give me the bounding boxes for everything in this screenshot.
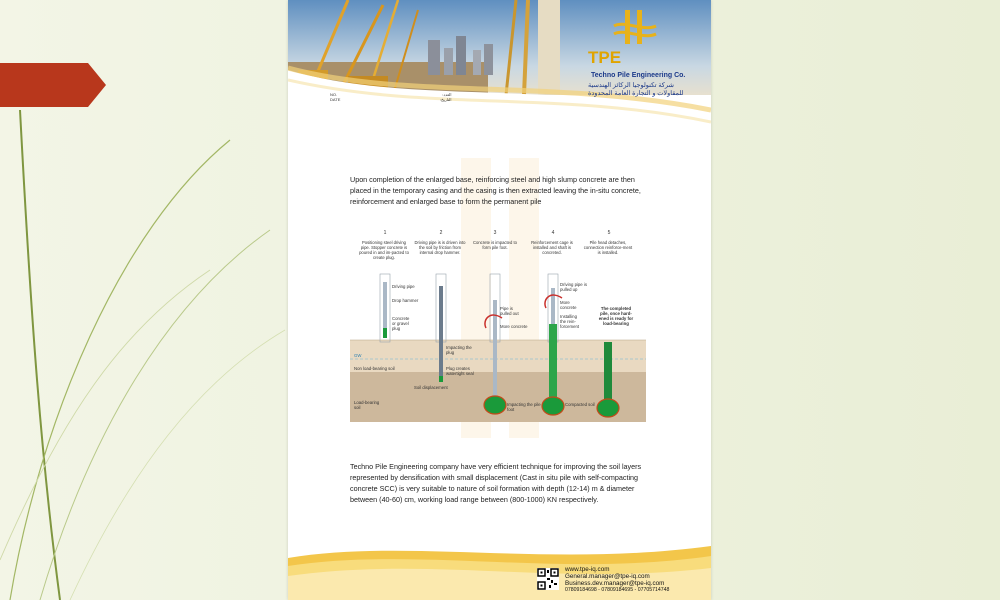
label-concrete-plug: Concrete or gravel plug xyxy=(392,316,410,331)
paragraph-enlarged-base: Upon completion of the enlarged base, reinforcing steel and high slump concrete are then placed in the temporary casing and the casing is then extracted leaving the in-situ concrete, reinforcement and enlarged base to form the permanent pile xyxy=(350,175,641,206)
label-drop-hammer: Drop hammer xyxy=(392,298,419,303)
label-more-concrete-3: More concrete xyxy=(500,324,528,329)
qr-code-icon xyxy=(537,568,559,590)
label-completed-pile: The completed pile, once hard-ened is ready for load-bearing xyxy=(598,306,634,326)
label-installing-reinforcement: Installing the rein-forcement xyxy=(560,314,580,329)
phone-numbers: 07809184698 - 07809184695 - 07705714748 xyxy=(565,587,670,593)
step-5-number: 5 xyxy=(607,230,611,236)
ar-no-date-labels xyxy=(440,92,452,102)
date-label: DATE xyxy=(330,97,341,102)
contact-info xyxy=(565,566,669,594)
step-3-number: 3 xyxy=(493,230,497,236)
label-gw: GW xyxy=(354,353,362,358)
company-name-ar-line1: شركة تكنولوجيا الركائز الهندسية xyxy=(588,82,674,89)
ar-date-label: التاريخ: xyxy=(440,97,452,102)
label-compacted-soil: Compacted soil xyxy=(565,402,595,407)
step-4-number: 4 xyxy=(551,230,555,236)
label-driving-pipe-pulled-up: Driving pipe is pulled up xyxy=(560,282,587,292)
pile-installation-diagram xyxy=(350,228,646,423)
no-date-labels xyxy=(330,92,340,102)
label-soil-displacement: Soil displacement xyxy=(414,385,448,390)
label-more-concrete-4: More concrete xyxy=(560,300,577,310)
company-name-ar-line2: للمقاولات و التجارة العامة المحدودة xyxy=(588,90,684,97)
ar-no-label: العدد: xyxy=(442,92,452,97)
label-impacting-foot: Impacting the pile foot xyxy=(507,402,541,412)
step-1-caption: Positioning steel driving pipe. Stopper concrete is poured in and im-pacted to create plug. xyxy=(359,240,409,260)
step-2-number: 2 xyxy=(439,230,443,236)
logo-text: TPE xyxy=(588,48,622,67)
label-non-load-bearing: Non load-bearing soil xyxy=(354,366,395,371)
no-label: NO. xyxy=(330,92,338,97)
label-load-bearing: Load-bearing soil xyxy=(354,400,380,410)
step-5-caption: Pile head detaches, connection reinforce-ment is installed. xyxy=(583,240,633,255)
label-pipe-pulled-out: Pipe is pulled out xyxy=(500,306,519,316)
label-impacting-plug: Impacting the plug xyxy=(446,345,472,355)
company-name-en: Techno Pile Engineering Co. xyxy=(591,72,686,79)
email-business-dev[interactable]: Business.dev.manager@tpe-iq.com xyxy=(565,580,665,587)
red-arrow-shape xyxy=(0,63,106,107)
website-link[interactable]: www.tpe-iq.com xyxy=(565,566,610,573)
step-4-caption: Reinforcement cage is installed and shaft is concreted. xyxy=(531,240,573,255)
document-page xyxy=(288,0,711,600)
label-plug-seal: Plug creates watertight seal xyxy=(446,366,474,376)
stage-1-rig xyxy=(380,274,390,342)
step-2-caption: Driving pipe is is driven into the soil by friction from internal drop hammer. xyxy=(414,240,466,255)
step-1-number: 1 xyxy=(383,230,387,236)
label-driving-pipe: Driving pipe xyxy=(392,284,415,289)
paragraph-company-technique: Techno Pile Engineering company have very efficient technique for improving the soil layers represented by densification with small displacement (Cast in situ pile with self-compacting concrete SCC) is very suitable to nature of soil formation with depth (12-14) m & diameter between (40-60) cm, working load range between (800-1000) KN respectively. xyxy=(350,462,642,504)
step-3-caption: Concrete is impacted to form pile foot. xyxy=(473,240,517,250)
email-general-manager[interactable]: General.manager@tpe-iq.com xyxy=(565,573,650,580)
